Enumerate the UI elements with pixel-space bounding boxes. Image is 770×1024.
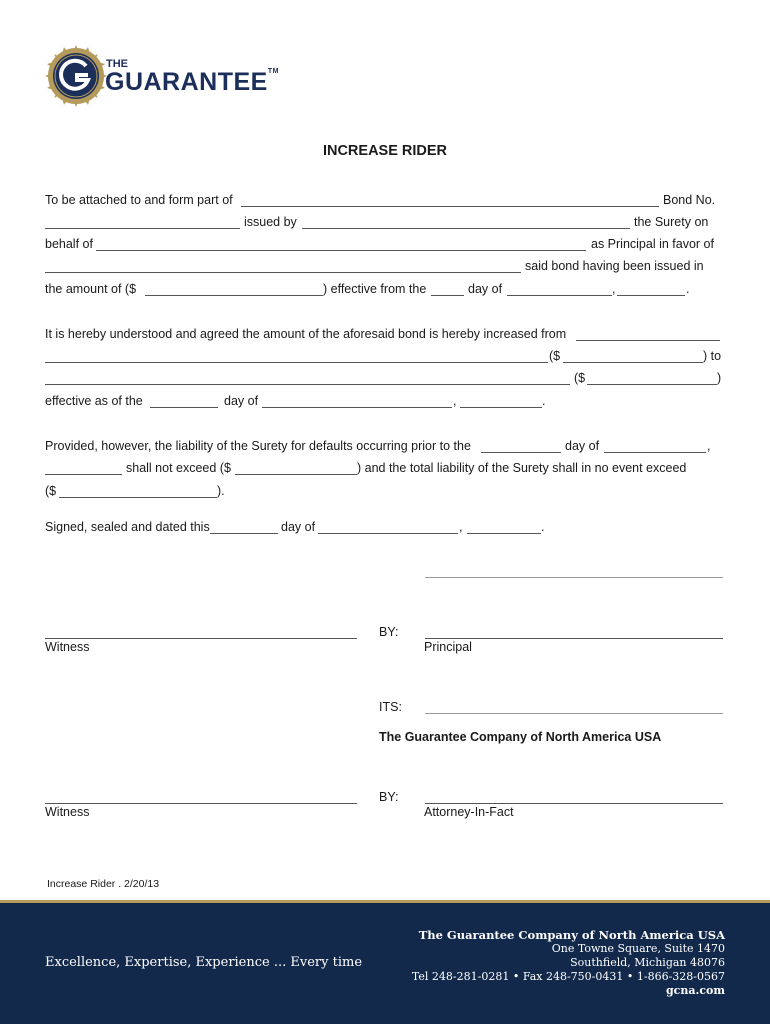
label-dollar-1: ($ xyxy=(549,349,561,363)
comma-1: , xyxy=(612,282,616,296)
principal-label: Principal xyxy=(424,640,472,654)
footer-address-1: One Towne Square, Suite 1470 xyxy=(551,942,725,955)
footer-website[interactable]: gcna.com xyxy=(665,984,725,997)
label-day-of-2: day of xyxy=(224,394,259,408)
label-bond-no: Bond No. xyxy=(663,193,716,207)
label-surety-on: the Surety on xyxy=(634,215,709,229)
period-1: . xyxy=(686,282,690,296)
logo-seal-icon xyxy=(44,44,108,108)
total-liability-field[interactable] xyxy=(59,497,217,498)
label-day-of-1: day of xyxy=(468,282,503,296)
prior-month-field[interactable] xyxy=(604,452,706,453)
principal-signature-line[interactable] xyxy=(425,638,723,639)
witness-2-signature-line[interactable] xyxy=(45,803,357,804)
surety-field[interactable] xyxy=(302,228,630,229)
footer-company: The Guarantee Company of North America USA xyxy=(418,928,725,942)
comma-3: , xyxy=(707,439,711,453)
label-signed-sealed: Signed, sealed and dated this xyxy=(45,520,210,534)
label-provided-however: Provided, however, the liability of the Surety for defaults occurring prior to the xyxy=(45,439,471,453)
effective-year-field[interactable] xyxy=(617,295,685,296)
by-label-1: BY: xyxy=(379,625,399,639)
comma-2: , xyxy=(453,394,457,408)
attorney-signature-line[interactable] xyxy=(425,803,723,804)
bond-party-field[interactable] xyxy=(241,206,659,207)
signed-year-field[interactable] xyxy=(467,533,541,534)
surety-company-name: The Guarantee Company of North America USA xyxy=(379,730,662,744)
footer-tagline: Excellence, Expertise, Experience ... Every time xyxy=(45,955,363,970)
label-total-liability: ) and the total liability of the Surety shall in no event exceed xyxy=(357,461,687,475)
label-dollar-2: ($ xyxy=(574,371,586,385)
label-effective-as-of: effective as of the xyxy=(45,394,143,408)
increase-from-words-field[interactable] xyxy=(45,362,548,363)
label-to: ) to xyxy=(703,349,722,363)
label-issued-by: issued by xyxy=(244,215,297,229)
footer xyxy=(0,903,770,1024)
witness-2-label: Witness xyxy=(45,805,90,819)
prior-limit-field[interactable] xyxy=(235,474,357,475)
label-close-paren-2: ). xyxy=(217,484,225,498)
obligee-field[interactable] xyxy=(45,272,521,273)
increase-to-amount-field[interactable] xyxy=(587,384,717,385)
witness-1-signature-line[interactable] xyxy=(45,638,357,639)
increase-to-words-field[interactable] xyxy=(45,384,570,385)
principal-field[interactable] xyxy=(96,250,586,251)
footer-contact: Tel 248-281-0281 • Fax 248-750-0431 • 1-866-328-0567 xyxy=(411,970,725,983)
signed-day-field[interactable] xyxy=(210,533,278,534)
label-shall-not-exceed: shall not exceed ($ xyxy=(126,461,231,475)
increase-month-field[interactable] xyxy=(262,407,452,408)
logo-guarantee: GUARANTEE™ xyxy=(105,68,279,96)
prior-year-field[interactable] xyxy=(45,474,122,475)
increase-from-amount-field[interactable] xyxy=(563,362,703,363)
logo-the: THE xyxy=(106,58,128,70)
increase-from-field[interactable] xyxy=(576,340,720,341)
increase-year-field[interactable] xyxy=(460,407,542,408)
label-day-of-4: day of xyxy=(281,520,316,534)
prior-day-field[interactable] xyxy=(481,452,561,453)
amount-field[interactable] xyxy=(145,295,323,296)
signed-month-field[interactable] xyxy=(318,533,458,534)
label-increased-from: It is hereby understood and agreed the amount of the aforesaid bond is hereby increased from xyxy=(45,327,567,341)
label-bond-issued: said bond having been issued in xyxy=(525,259,704,273)
increase-day-field[interactable] xyxy=(150,407,218,408)
by-label-2: BY: xyxy=(379,790,399,804)
footer-address-2: Southfield, Michigan 48076 xyxy=(570,956,725,969)
company-logo xyxy=(44,44,279,108)
witness-1-label: Witness xyxy=(45,640,90,654)
period-2: . xyxy=(542,394,546,408)
label-principal-in-favor: as Principal in favor of xyxy=(591,237,714,251)
comma-4: , xyxy=(459,520,463,534)
label-attached: To be attached to and form part of xyxy=(45,193,233,207)
effective-month-field[interactable] xyxy=(507,295,612,296)
label-day-of-3: day of xyxy=(565,439,600,453)
label-dollar-3: ($ xyxy=(45,484,57,498)
effective-day-field[interactable] xyxy=(431,295,464,296)
label-behalf-of: behalf of xyxy=(45,237,93,251)
attorney-in-fact-label: Attorney-In-Fact xyxy=(424,805,514,819)
its-label: ITS: xyxy=(379,700,402,714)
label-amount-of: the amount of ($ xyxy=(45,282,137,296)
form-id: Increase Rider . 2/20/13 xyxy=(47,878,160,890)
label-close-paren: ) xyxy=(717,371,722,385)
period-3: . xyxy=(541,520,545,534)
page-title: INCREASE RIDER xyxy=(322,143,448,159)
its-title-line[interactable] xyxy=(425,713,723,714)
label-effective-from: ) effective from the xyxy=(323,282,427,296)
principal-name-line[interactable] xyxy=(425,577,723,578)
bond-number-field[interactable] xyxy=(45,228,240,229)
